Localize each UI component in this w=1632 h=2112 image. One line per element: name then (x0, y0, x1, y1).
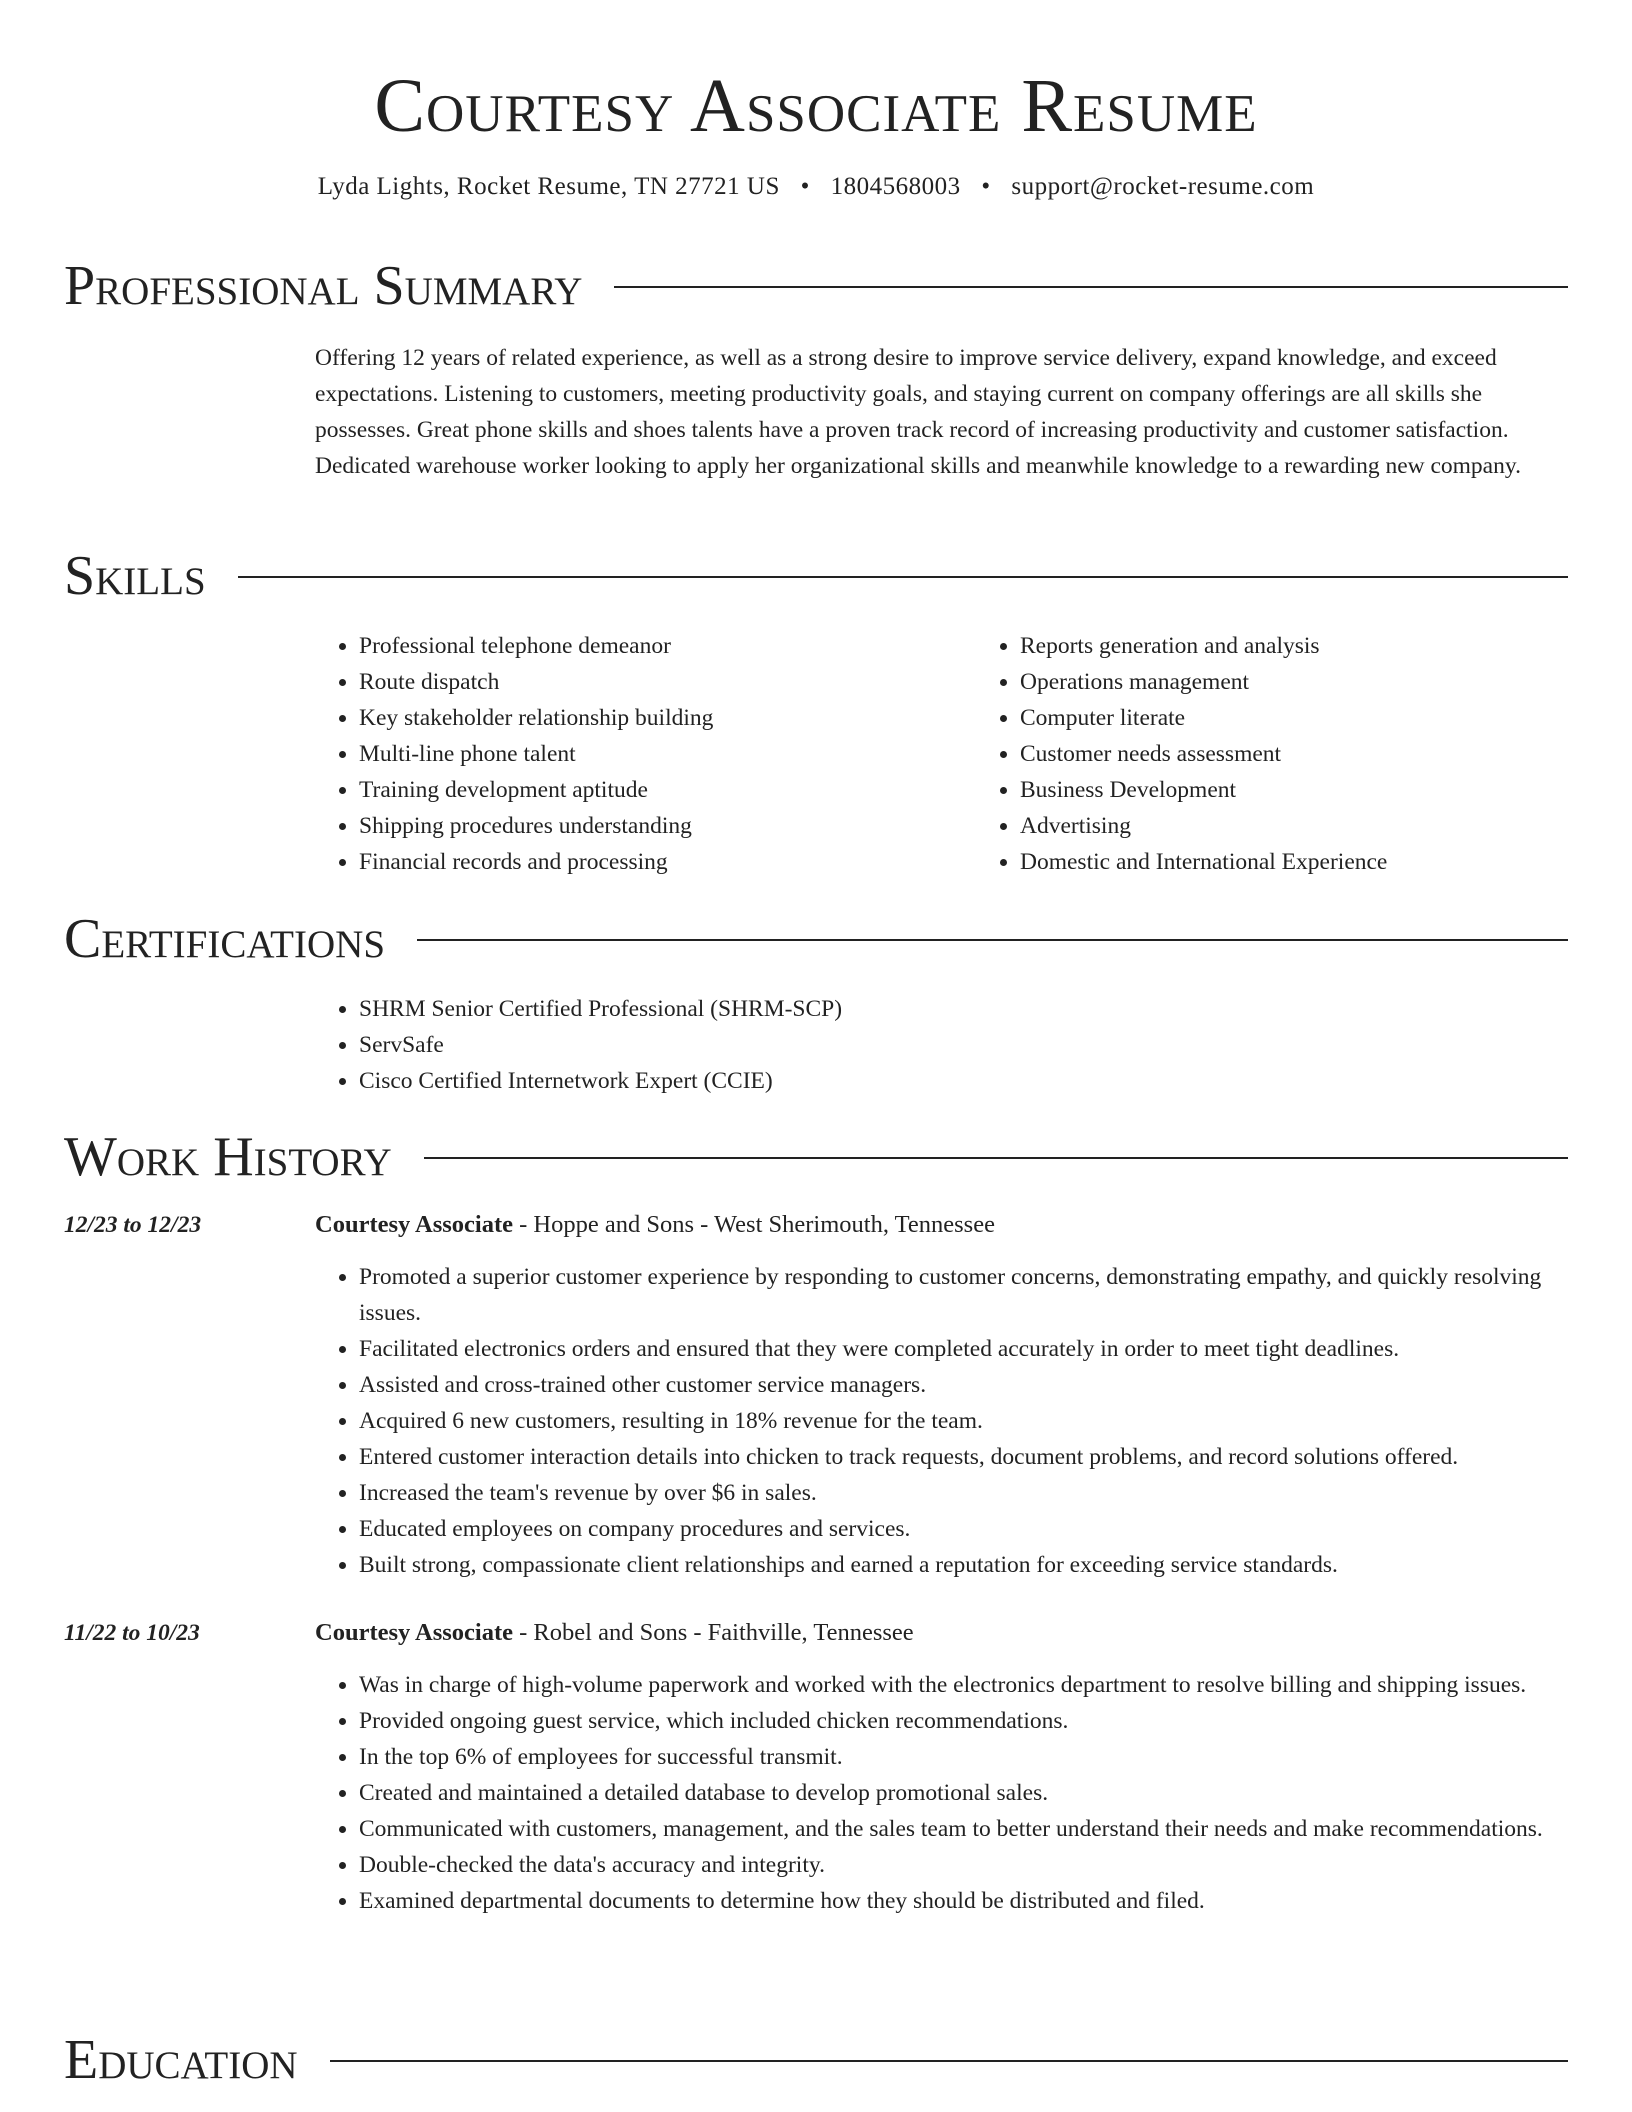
skill-item: • Operations management (1020, 664, 1632, 700)
education-heading-row (64, 2030, 1568, 2090)
job-bullet: • Increased the team's revenue by over $6 in sales. (359, 1475, 1568, 1511)
resume-title: Courtesy Associate Resume (374, 64, 1258, 148)
skills-section (64, 546, 1568, 880)
job-title: Courtesy Associate (315, 1211, 514, 1238)
skill-item: • Computer literate (1020, 700, 1632, 736)
job-dates: 11/22 to 10/23 (64, 1620, 200, 1646)
job-employer: - Hoppe and Sons - West Sherimouth, Tennessee (513, 1211, 995, 1238)
job-dates: 12/23 to 12/23 (64, 1212, 202, 1238)
job-bullet: • Provided ongoing guest service, which included chicken recommendations. (359, 1703, 1568, 1739)
summary-text: Offering 12 years of related experience, as well as a strong desire to improve service delivery, expand knowledge, and exceed expectations. Listening to customers, meeting productivity goals, and staying current on company offerings are all skills she possesses. Great phone skills and shoes talents have a proven track record of increasing productivity and customer satisfaction. Dedicated warehouse worker looking to apply her organizational skills and meanwhile knowledge to a rewarding new company. (315, 345, 1521, 479)
job-bullet: • Examined departmental documents to determine how they should be distributed and filed. (359, 1883, 1568, 1919)
job-bullet: • Facilitated electronics orders and ensured that they were completed accurately in order to meet tight deadlines. (359, 1331, 1568, 1367)
skill-item: • Shipping procedures understanding (359, 808, 976, 844)
skill-item: • Professional telephone demeanor (359, 628, 976, 664)
job-title: Courtesy Associate (315, 1619, 514, 1646)
certifications-body (315, 991, 1568, 1099)
job-heading (315, 1207, 1568, 1243)
education-heading: Education (64, 2029, 298, 2091)
job-heading (315, 1615, 1568, 1651)
skill-item: • Training development aptitude (359, 772, 976, 808)
section-divider (614, 286, 1568, 288)
contact-separator: • (800, 173, 810, 200)
skill-item: • Domestic and International Experience (1020, 844, 1632, 880)
summary-heading: Professional Summary (64, 255, 583, 317)
education-section (64, 2030, 1568, 2090)
section-divider (238, 576, 1568, 578)
job-bullet: • Entered customer interaction details into chicken to track requests, document problems, and record solutions offered. (359, 1439, 1568, 1475)
certification-item: • SHRM Senior Certified Professional (SHRM-SCP) (359, 991, 1568, 1027)
job-bullet: • In the top 6% of employees for successful transmit. (359, 1739, 1568, 1775)
job-bullet: • Educated employees on company procedures and services. (359, 1511, 1568, 1547)
job-bullet: • Created and maintained a detailed database to develop promotional sales. (359, 1775, 1568, 1811)
contact-line (64, 172, 1568, 202)
summary-section (64, 256, 1568, 484)
certification-item: • ServSafe (359, 1027, 1568, 1063)
job-entry (64, 1207, 1568, 1583)
certification-item: • Cisco Certified Internetwork Expert (CCIE) (359, 1063, 1568, 1099)
skill-item: • Reports generation and analysis (1020, 628, 1632, 664)
skills-grid (315, 628, 1568, 880)
skills-list-right (976, 628, 1632, 880)
skill-item: • Customer needs assessment (1020, 736, 1632, 772)
section-divider (330, 2060, 1568, 2062)
summary-heading-row (64, 256, 1568, 316)
job-detail (315, 1615, 1568, 1919)
skill-item: • Business Development (1020, 772, 1632, 808)
resume-page (64, 0, 1568, 2091)
certifications-section (64, 909, 1568, 1099)
job-bullets (315, 1667, 1568, 1919)
contact-address: Lyda Lights, Rocket Resume, TN 27721 US (317, 173, 780, 200)
certifications-heading: Certifications (64, 908, 386, 970)
skills-heading: Skills (64, 545, 206, 607)
skill-item: • Route dispatch (359, 664, 976, 700)
contact-phone: 1804568003 (830, 173, 961, 200)
skills-list-left (315, 628, 976, 880)
job-bullet: • Assisted and cross-trained other customer service managers. (359, 1367, 1568, 1403)
section-divider (424, 1157, 1568, 1159)
job-entry (64, 1615, 1568, 1919)
work-history-heading-row (64, 1127, 1568, 1187)
skills-heading-row (64, 546, 1568, 606)
job-bullet: • Was in charge of high-volume paperwork and worked with the electronics department to resolve billing and shipping issues. (359, 1667, 1568, 1703)
section-divider (417, 939, 1568, 941)
skill-item: • Advertising (1020, 808, 1632, 844)
certifications-list (315, 991, 1568, 1099)
work-history-section (64, 1127, 1568, 1919)
skills-body (315, 628, 1568, 880)
job-bullet: • Double-checked the data's accuracy and integrity. (359, 1847, 1568, 1883)
summary-body (315, 340, 1568, 484)
skill-item: • Multi-line phone talent (359, 736, 976, 772)
job-employer: - Robel and Sons - Faithville, Tennessee (513, 1619, 914, 1646)
job-bullet: • Acquired 6 new customers, resulting in 18% revenue for the team. (359, 1403, 1568, 1439)
job-bullet: • Promoted a superior customer experience by responding to customer concerns, demonstrating empathy, and quickly resolving issues. (359, 1259, 1568, 1331)
skill-item: • Key stakeholder relationship building (359, 700, 976, 736)
job-bullet: • Communicated with customers, management, and the sales team to better understand their needs and make recommendations. (359, 1811, 1568, 1847)
certifications-heading-row (64, 909, 1568, 969)
job-bullet: • Built strong, compassionate client relationships and earned a reputation for exceeding service standards. (359, 1547, 1568, 1583)
skill-item: • Financial records and processing (359, 844, 976, 880)
contact-separator: • (981, 173, 991, 200)
job-detail (315, 1207, 1568, 1583)
job-bullets (315, 1259, 1568, 1583)
work-history-heading: Work History (64, 1126, 392, 1188)
contact-email: support@rocket-resume.com (1011, 173, 1315, 200)
